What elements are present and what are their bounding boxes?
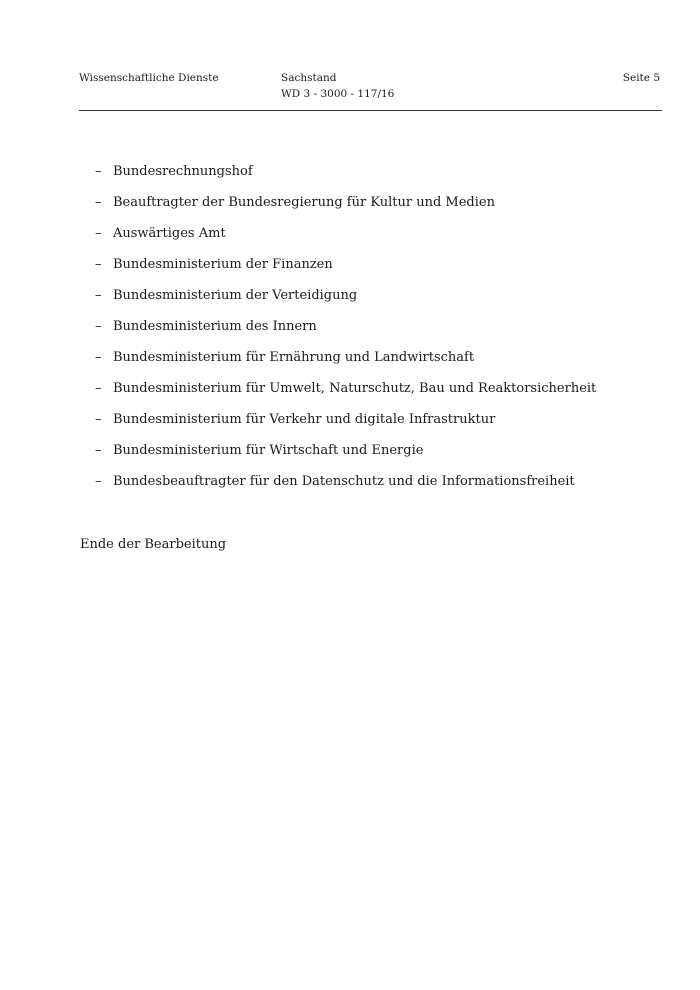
- list-item: [95, 253, 675, 284]
- header-page-number: Seite 5: [622, 72, 660, 84]
- list-item: [95, 377, 675, 408]
- list-item-text: Bundesministerium für Wirtschaft und Energie: [113, 443, 424, 458]
- list-item: [95, 408, 675, 439]
- page-header: [79, 70, 662, 110]
- list-item-text: Bundesministerium der Verteidigung: [113, 288, 358, 303]
- list-item: [95, 315, 675, 346]
- list-item: [95, 346, 675, 377]
- list-item-text: Bundesministerium für Umwelt, Naturschutz, Bau und Reaktorsicherheit: [113, 381, 597, 396]
- list-bullet: –: [95, 443, 102, 458]
- list-item: [95, 439, 675, 470]
- institution-list: [95, 160, 675, 501]
- list-item: [95, 160, 675, 191]
- list-item-text: Beauftragter der Bundesregierung für Kultur und Medien: [113, 195, 495, 210]
- list-item-text: Bundesrechnungshof: [113, 164, 253, 179]
- list-bullet: –: [95, 350, 102, 365]
- list-bullet: –: [95, 164, 102, 179]
- list-bullet: –: [95, 412, 102, 427]
- list-item-text: Bundesbeauftragter für den Datenschutz und die Informationsfreiheit: [113, 474, 575, 489]
- header-document-info: [281, 70, 394, 102]
- list-bullet: –: [95, 226, 102, 241]
- list-bullet: –: [95, 474, 102, 489]
- list-bullet: –: [95, 319, 102, 334]
- list-item-text: Auswärtiges Amt: [113, 226, 226, 241]
- header-organization: Wissenschaftliche Dienste: [79, 72, 219, 84]
- list-item-text: Bundesministerium für Verkehr und digitale Infrastruktur: [113, 412, 496, 427]
- list-bullet: –: [95, 381, 102, 396]
- header-divider: [79, 110, 662, 111]
- list-item: [95, 222, 675, 253]
- header-doc-type: Sachstand: [281, 72, 337, 84]
- list-bullet: –: [95, 288, 102, 303]
- list-item-text: Bundesministerium der Finanzen: [113, 257, 333, 272]
- list-bullet: –: [95, 195, 102, 210]
- list-item: [95, 470, 675, 501]
- list-item-text: Bundesministerium für Ernährung und Landwirtschaft: [113, 350, 475, 365]
- list-item: [95, 191, 675, 222]
- list-bullet: –: [95, 257, 102, 272]
- list-item: [95, 284, 675, 315]
- list-item-text: Bundesministerium des Innern: [113, 319, 317, 334]
- closing-statement: Ende der Bearbeitung: [80, 537, 227, 552]
- header-doc-number: WD 3 - 3000 - 117/16: [281, 88, 395, 100]
